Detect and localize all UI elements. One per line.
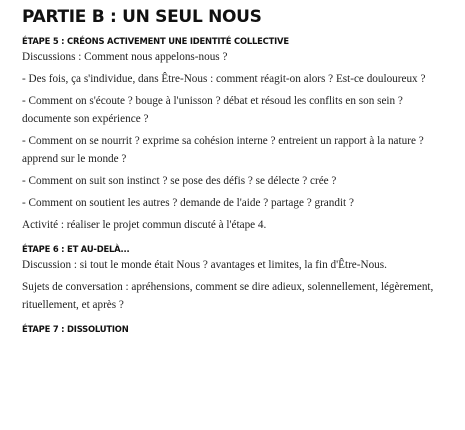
step-5-activity: Activité : réaliser le projet commun discuté à l'étape 4. [22, 219, 267, 231]
step-5-section [22, 36, 452, 234]
step-6-heading: ÉTAPE 6 : ET AU-DELÀ... [22, 244, 130, 254]
step-7-heading: ÉTAPE 7 : DISSOLUTION [22, 324, 129, 334]
document-page [22, 7, 452, 336]
step-5-heading: ÉTAPE 5 : CRÉONS ACTIVEMENT UNE IDENTITÉ COLLECTIVE [22, 36, 289, 46]
step-5-paragraph: Discussions : Comment nous appelons-nous ? [22, 51, 228, 63]
step-5-paragraph: - Comment on se nourrit ? exprime sa cohésion interne ? entreient un rapport à la nature ? apprend sur le monde ? [22, 135, 424, 165]
step-6-paragraph: Sujets de conversation : apréhensions, comment se dire adieux, solennellement, légèrement, rituellement, et après ? [22, 281, 434, 311]
step-6-section [22, 244, 452, 314]
step-5-paragraph: - Comment on suit son instinct ? se pose des défis ? se délecte ? crée ? [22, 175, 337, 187]
step-7-section [22, 324, 452, 334]
step-5-paragraph: - Des fois, ça s'individue, dans Être-Nous : comment réagit-on alors ? Est-ce douloureux ? [22, 73, 426, 85]
step-5-paragraph: - Comment on s'écoute ? bouge à l'unisson ? débat et résoud les conflits en son sein ? documente son expérience ? [22, 95, 403, 125]
page-title: PARTIE B : UN SEUL NOUS [22, 7, 262, 27]
step-6-paragraph: Discussion : si tout le monde était Nous ? avantages et limites, la fin d'Être-Nous. [22, 259, 387, 271]
step-5-paragraph: - Comment on soutient les autres ? demande de l'aide ? partage ? grandit ? [22, 197, 354, 209]
